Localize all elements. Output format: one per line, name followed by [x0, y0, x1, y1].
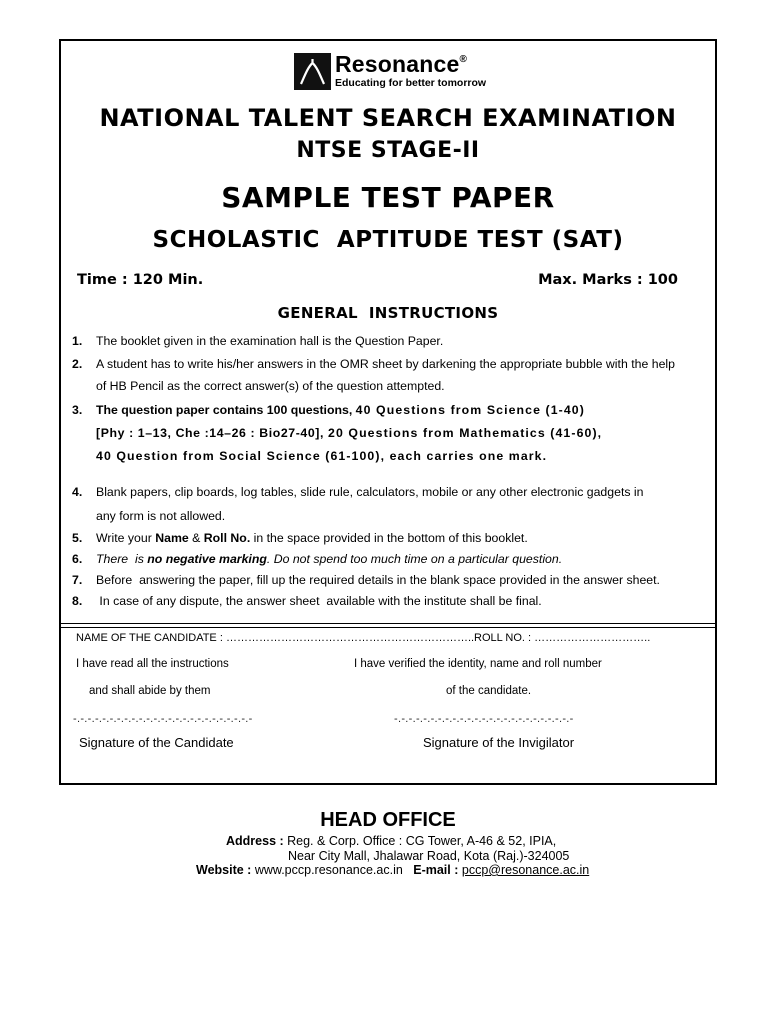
instruction-text: of HB Pencil as the correct answer(s) of the question attempted.: [96, 379, 445, 393]
stage-title: NTSE STAGE-II: [296, 138, 480, 163]
logo-tagline: Educating for better tomorrow: [335, 77, 487, 90]
instruction-number: 6.: [72, 552, 83, 566]
instruction-number: 5.: [72, 531, 83, 545]
instruction-text: in the space provided in the bottom of this booklet.: [250, 531, 528, 545]
time-allowed: Time : 120 Min.: [77, 272, 204, 288]
resonance-logo-icon: [294, 53, 331, 90]
instruction-number: 8.: [72, 594, 83, 608]
instruction-text: any form is not allowed.: [96, 509, 226, 523]
instruction-text: The booklet given in the examination hall is the Question Paper.: [96, 334, 444, 348]
instruction-text: 40 Questions from Science (1-40): [355, 403, 585, 417]
instruction-text: The question paper contains 100 questions,: [96, 403, 356, 417]
instruction-number: 2.: [72, 357, 83, 371]
instruction-text: . Do not spend too much time on a particular question.: [266, 552, 563, 566]
instructions-heading: GENERAL INSTRUCTIONS: [277, 304, 499, 322]
instruction-number: 3.: [72, 403, 83, 417]
address-line1: [226, 834, 556, 848]
instruction-text: There is: [96, 552, 148, 566]
instruction-text: no negative marking: [147, 552, 267, 566]
email-link[interactable]: pccp@resonance.ac.in: [461, 863, 590, 877]
invigilator-signature-label: Signature of the Invigilator: [423, 735, 575, 750]
section-divider: [61, 623, 715, 628]
contact-line: [196, 863, 589, 877]
exam-title: NATIONAL TALENT SEARCH EXAMINATION: [99, 104, 677, 132]
registered-mark: ®: [459, 54, 468, 66]
instruction-number: 4.: [72, 485, 83, 499]
candidate-declaration-line1: I have read all the instructions: [76, 658, 229, 670]
instruction-text: Write your: [96, 531, 156, 545]
candidate-signature-line[interactable]: -.-.-.-.-.-.-.-.-.-.-.-.-.-.-.-.-.-.-.-.-.-.-.-.-: [73, 713, 253, 725]
instruction-text: 20 Questions from Mathematics (41-60),: [328, 426, 603, 440]
candidate-signature-label: Signature of the Candidate: [79, 735, 234, 750]
email-label: E-mail :: [413, 863, 459, 877]
paper-title: SAMPLE TEST PAPER: [221, 181, 555, 214]
instruction-text: Name: [155, 531, 189, 545]
logo-name: Resonance: [335, 51, 460, 78]
invigilator-signature-line[interactable]: -.-.-.-.-.-.-.-.-.-.-.-.-.-.-.-.-.-.-.-.-.-.-.-.-: [394, 713, 574, 725]
candidate-name-roll-field[interactable]: NAME OF THE CANDIDATE : …………………………………………………………..ROLL NO. : …………………………..: [76, 632, 651, 644]
website-link[interactable]: www.pccp.resonance.ac.in: [251, 863, 403, 877]
instruction-text: Roll No.: [203, 531, 251, 545]
address-value: Reg. & Corp. Office : CG Tower, A-46 & 52, IPIA,: [283, 834, 557, 848]
instruction-text: 40 Question from Social Science (61-100), each carries one mark.: [96, 449, 548, 463]
instruction-text: &: [188, 531, 204, 545]
invigilator-declaration-line1: I have verified the identity, name and roll number: [354, 658, 602, 670]
website-label: Website :: [196, 863, 252, 877]
head-office-heading: HEAD OFFICE: [320, 809, 456, 831]
address-label: Address :: [226, 834, 284, 848]
instruction-number: 7.: [72, 573, 83, 587]
instruction-number: 1.: [72, 334, 83, 348]
instruction-text: A student has to write his/her answers in the OMR sheet by darkening the appropriate bubble with the help: [96, 357, 675, 371]
instruction-text: Blank papers, clip boards, log tables, slide rule, calculators, mobile or any other electronic gadgets in: [96, 485, 644, 499]
candidate-declaration-line2: and shall abide by them: [89, 685, 211, 697]
instruction-text: [Phy : 1–13, Che :14–26 : Bio27-40],: [96, 426, 329, 440]
test-name: SCHOLASTIC APTITUDE TEST (SAT): [152, 227, 624, 253]
max-marks: Max. Marks : 100: [538, 272, 678, 288]
resonance-logo: [294, 52, 486, 90]
instruction-text: Before answering the paper, fill up the required details in the blank space provided in the answer sheet.: [96, 573, 660, 587]
address-line2: Near City Mall, Jhalawar Road, Kota (Raj.)-324005: [288, 849, 570, 863]
invigilator-declaration-line2: of the candidate.: [446, 685, 532, 697]
instruction-text: In case of any dispute, the answer sheet available with the institute shall be final.: [96, 594, 542, 608]
